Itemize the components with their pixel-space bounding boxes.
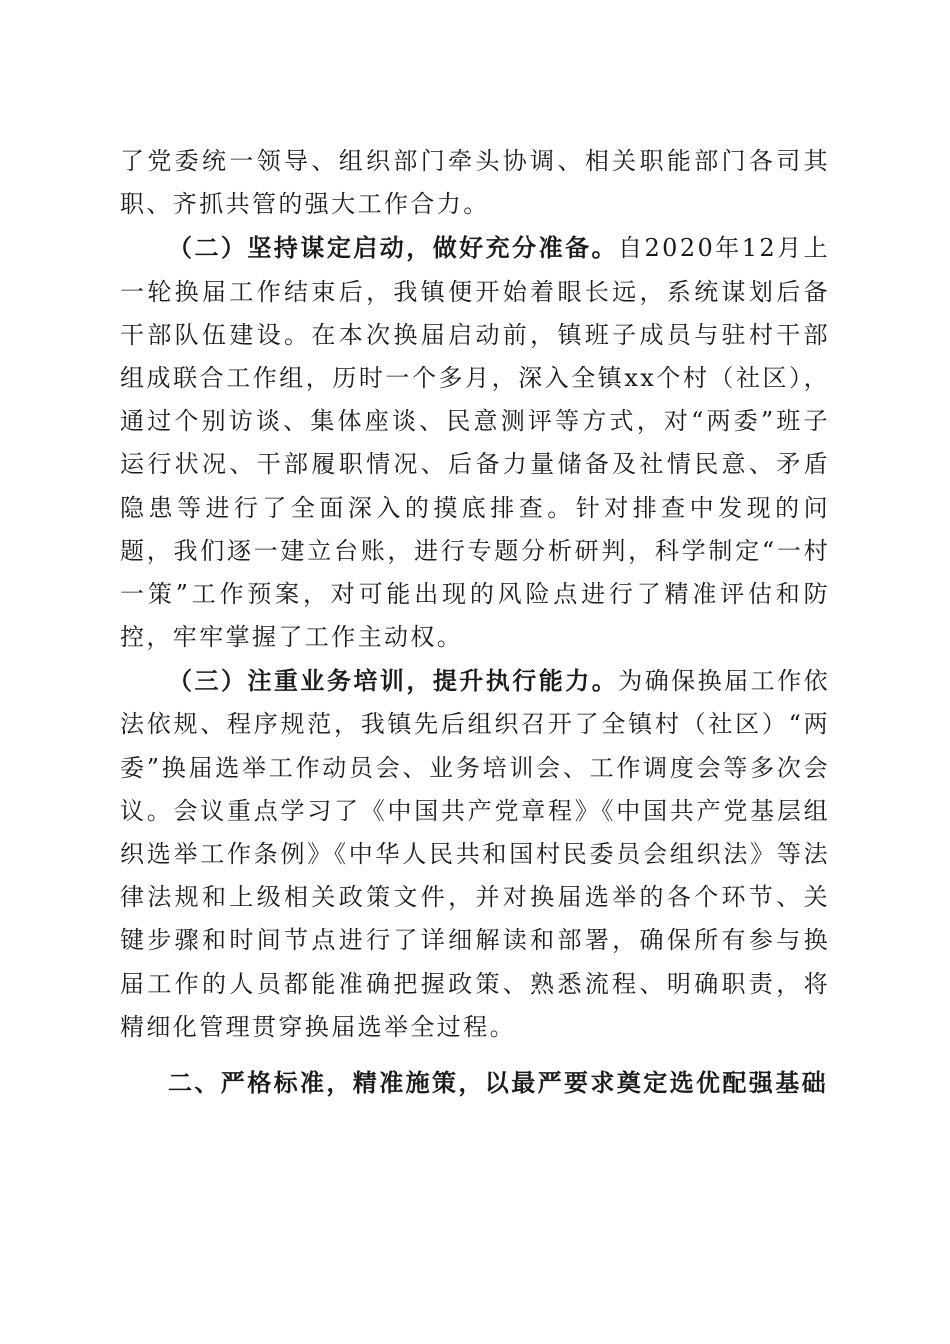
section-2-body: 自2020年12月上一轮换届工作结束后，我镇便开始着眼长远，系统谋划后备干部队伍建设。在本次换届启动前，镇班子成员与驻村干部组成联合工作组，历时一个多月，深入全镇xx个村（社区），通过个别访谈、集体座谈、民意测评等方式，对“两委”班子运行状况、干部履职情况、后备力量储备及社情民意、矛盾隐患等进行了全面深入的摸底排查。针对排查中发现的问题，我们逐一建立台账，进行专题分析研判，科学制定“一村一策”工作预案，对可能出现的风险点进行了精准评估和防控，牢牢掌握了工作主动权。 xyxy=(120,234,830,652)
section-3-body: 为确保换届工作依法依规、程序规范，我镇先后组织召开了全镇村（社区）“两委”换届选举工作动员会、业务培训会、工作调度会等多次会议。会议重点学习了《中国共产党章程》《中国共产党基层组织选举工作条例》《中华人民共和国村民委员会组织法》等法律法规和上级相关政策文件，并对换届选举的各个环节、关键步骤和时间节点进行了详细解读和部署，确保所有参与换届工作的人员都能准确把握政策、熟悉流程、明确职责，将精细化管理贯穿换届选举全过程。 xyxy=(120,667,830,1041)
next-section-heading: 二、严格标准，精准施策，以最严要求奠定选优配强基础 xyxy=(168,1067,828,1097)
document-body xyxy=(120,140,830,1104)
paragraph-continuation: 了党委统一领导、组织部门牵头协调、相关职能部门各司其职、齐抓共管的强大工作合力。 xyxy=(120,147,830,219)
paragraph-section-2 xyxy=(120,226,830,659)
section-3-heading: （三）注重业务培训，提升执行能力。 xyxy=(168,666,619,696)
section-2-heading: （二）坚持谋定启动，做好充分准备。 xyxy=(168,233,619,263)
paragraph-section-3 xyxy=(120,659,830,1049)
